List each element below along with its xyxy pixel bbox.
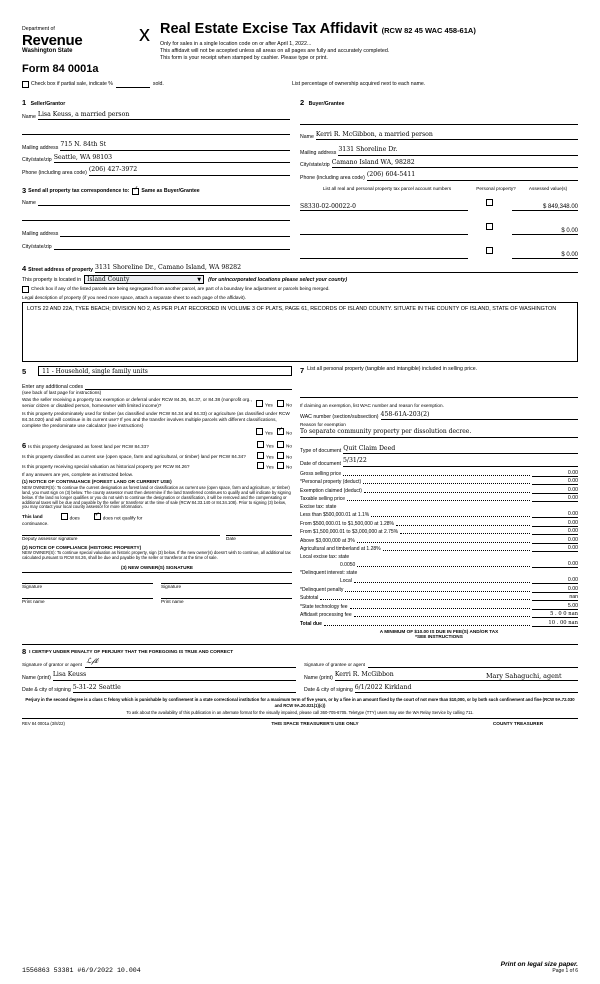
section-1-number: 1 xyxy=(22,97,27,107)
seller-name-input[interactable]: Lisa Keuss, a married person xyxy=(38,111,290,121)
document-type-input[interactable]: Quit Claim Deed xyxy=(343,445,578,455)
calc-row-taxable xyxy=(300,495,578,502)
parcel-input-2[interactable] xyxy=(300,250,468,259)
parcel-input-0[interactable]: S8330-02-00022-0 xyxy=(300,203,468,211)
grantor-sign-block xyxy=(22,657,304,693)
calc-row-delinquent-interest xyxy=(300,570,578,576)
calc-label-delinquent-interest: *Delinquent interest: state xyxy=(300,569,358,576)
current-use-question: Is this property classified as current use (open space, farm and agricultural, or timber) land per RCW 84.34? xyxy=(22,454,246,460)
calc-amount-total: 10 . 00 nan xyxy=(532,620,578,627)
buyer-name-extra-line[interactable] xyxy=(300,116,578,125)
title-text: Real Estate Excise Tax Affidavit xyxy=(160,21,378,37)
buyer-city-input[interactable]: Camano Island WA, 98282 xyxy=(332,159,578,169)
buyer-city-label: City/state/zip xyxy=(300,162,330,168)
minimum-due-note: A MINIMUM OF $10.00 IS DUE IN FEE(S) AND/OR TAX xyxy=(379,628,499,634)
see-back-note: (see back of last page for instructions) xyxy=(22,389,102,395)
agency-block xyxy=(22,22,150,75)
document-type-label: Type of document xyxy=(300,448,342,455)
county-select[interactable] xyxy=(84,275,204,284)
perjury-note: Perjury in the second degree is a class C felony which is punishable by confinement in a state correctional institution for a maximum term of five years, or by a fine in an amount fixed by the court of not more than $10,000, or by both such confinement and fine (RCW 9A.72.030 and RCW 9A.20.021(1)(c)) xyxy=(25,697,575,708)
seller-name-label: Name xyxy=(22,114,36,120)
buyer-mailing-input[interactable]: 3131 Shoreline Dr. xyxy=(338,146,578,156)
notice-compliance-title: (2) NOTICE OF COMPLIANCE (HISTORIC PROPERTY) xyxy=(22,544,142,550)
treasurer-use-label: THIS SPACE TREASURER'S USE ONLY xyxy=(271,721,359,727)
grantee-printname-input[interactable]: Kerri R. McGibbon xyxy=(335,671,484,681)
table-row xyxy=(300,241,578,259)
calc-amount-bracket-3: 0.00 xyxy=(532,528,578,535)
assessed-value-0: $ 849,348.00 xyxy=(512,204,578,211)
see-instructions-note: *SEE INSTRUCTIONS xyxy=(415,634,463,640)
timber-no-label: No xyxy=(286,430,292,436)
calc-label-bracket-1: Less than $500,000.01 at 1.1% xyxy=(300,512,370,519)
calc-row-delinquent-penalty xyxy=(300,586,578,593)
grantor-printname-input[interactable]: Lisa Keuss xyxy=(53,671,296,681)
section-7-heading: List all personal property (tangible and intangible) included in selling price. xyxy=(307,366,478,373)
calc-row-local-excise xyxy=(300,554,578,560)
partial-sale-row xyxy=(22,81,578,88)
grantor-date-input[interactable]: 5-31-22 Seattle xyxy=(73,684,296,694)
forest-yes-checkbox[interactable] xyxy=(257,441,264,448)
calc-row-gross xyxy=(300,470,578,477)
revenue-logo-icon: x xyxy=(139,21,150,46)
calc-label-subtotal: Subtotal xyxy=(300,595,319,602)
calc-row-bracket-3 xyxy=(300,528,578,535)
notice-continuance-body: NEW OWNER(S): To continue the current designation as forest land or classification as current use (open space, farm and agriculture, or timber) land, you must sign on (3) below. The county assessor must then determine if the land transferred continues to qualify and will indicate by signing below. If the land no longer qualifies or you do not wish to continue the designation or classification, it will be removed and the compensating or additional taxes will be due and payable by the seller or transferor at the time of sale (RCW 84.33.140 or 84.34.108). Prior to signing (3) below, you may contact your local county assessor for more information. xyxy=(22,485,291,510)
calc-amount-processing-fee: 5 . 0 0 nan xyxy=(532,611,578,618)
if-yes-note: If any answers are yes, complete as instructed below. xyxy=(22,471,133,477)
forest-yes-label: Yes xyxy=(266,443,274,449)
calc-row-subtotal xyxy=(300,594,578,601)
signature-label-2: Signature xyxy=(161,583,182,589)
assessed-value-1: $ 0.00 xyxy=(512,228,578,235)
section-5 xyxy=(22,366,300,640)
seller-exemption-no-checkbox[interactable] xyxy=(277,400,284,407)
section-3-left xyxy=(22,186,300,259)
calc-row-personal xyxy=(300,478,578,485)
seller-phone-label: Phone (including area code) xyxy=(22,169,87,176)
corr-name-extra-line[interactable] xyxy=(22,212,290,221)
timber-yes-checkbox[interactable] xyxy=(256,428,263,435)
land-does-label: does xyxy=(69,515,80,521)
land-does-not-label: does not qualify for xyxy=(102,515,143,521)
page-number: Page 1 of 6 xyxy=(552,968,578,974)
section-4-number: 4 xyxy=(22,264,27,274)
reason-exemption-input[interactable]: To separate community property per dissolution decree. xyxy=(300,428,578,438)
state-line: Washington State xyxy=(22,47,73,54)
department-line: Department of xyxy=(22,26,55,32)
buyer-phone-input[interactable]: (206) 604-5411 xyxy=(367,171,578,181)
corr-city-label: City/state/zip xyxy=(22,244,52,250)
calc-amount-personal: 0.00 xyxy=(532,478,578,485)
historic-yes-label: Yes xyxy=(266,464,274,470)
segregated-checkbox[interactable] xyxy=(22,286,29,293)
calc-row-processing-fee xyxy=(300,611,578,618)
document-date-label: Date of document xyxy=(300,460,341,467)
grantee-signature-label: Signature of grantee or agent xyxy=(304,662,365,668)
wac-number-input[interactable]: 458-61A-203(2) xyxy=(381,411,578,421)
parties-row xyxy=(22,92,578,181)
section-4-heading: Street address of property xyxy=(28,267,94,274)
calc-label-processing-fee: Affidavit processing fee xyxy=(300,612,352,619)
calc-amount-bracket-1: 0.00 xyxy=(532,511,578,518)
calc-label-ag-timber: Agricultural and timberland at 1.28% xyxy=(300,546,381,553)
calc-row-local xyxy=(300,577,578,584)
section-7 xyxy=(300,366,578,640)
table-row xyxy=(300,193,578,211)
section-8-number: 8 xyxy=(22,647,27,657)
calc-amount-exemption: 0.00 xyxy=(532,487,578,494)
seller-name-extra-line[interactable] xyxy=(22,126,290,135)
additional-codes-input[interactable] xyxy=(85,380,292,390)
seller-city-label: City/state/zip xyxy=(22,157,52,163)
calc-amount-subtotal: nan xyxy=(532,594,578,601)
section-8 xyxy=(22,644,578,693)
reason-exemption-label: Reason for exemption xyxy=(300,422,346,428)
deputy-date-label: Date xyxy=(226,536,236,542)
page-footer xyxy=(22,961,578,974)
barcode-text: 1556863 53381 #6/9/2022 10.004 xyxy=(22,967,141,974)
notice-compliance-body: NEW OWNER(S): To continue special valuation as historic property, sign (3) below. If the new owner(s) doesn't wish to continue, all additional tax calculated pursuant to RCW 84.26, shall be due and payable by the seller or transferor at the time of sale. xyxy=(22,550,291,561)
form-number: Form 84 0001a xyxy=(22,62,99,75)
buyer-name-input[interactable]: Kerri R. McGibbon, a married person xyxy=(316,131,578,141)
same-as-buyer-checkbox[interactable] xyxy=(132,188,139,195)
wac-number-label: WAC number (section/subsection) xyxy=(300,414,379,421)
seller-exemption-question: Was the seller receiving a property tax exemption or deferral under RCW 84.36, 84.37, or 84.38 (nonprofit org., senior citizen or disabled person, homeowner with limited income)? xyxy=(22,397,252,408)
assessed-value-2: $ 0.00 xyxy=(512,252,578,259)
additional-codes-label: Enter any additional codes xyxy=(22,383,84,390)
printname-label-1: Print name xyxy=(22,599,45,605)
buyer-mailing-label: Mailing address xyxy=(300,149,337,156)
calc-row-excise-state xyxy=(300,504,578,510)
calc-amount-gross: 0.00 xyxy=(532,470,578,477)
seller-mailing-input[interactable]: 715 N. 84th St xyxy=(60,141,290,151)
calc-amount-bracket-2: 0.00 xyxy=(532,520,578,527)
timber-no-checkbox[interactable] xyxy=(277,428,284,435)
section-8-heading: I CERTIFY UNDER PENALTY OF PERJURY THAT THE FOREGOING IS TRUE AND CORRECT xyxy=(29,648,234,654)
land-does-checkbox[interactable] xyxy=(61,513,68,520)
section-2-heading: Buyer/Grantee xyxy=(308,100,345,107)
section-1-seller xyxy=(22,92,300,181)
corr-name-label: Name xyxy=(22,200,36,206)
current-use-no-label: No xyxy=(286,454,292,460)
seller-city-input[interactable]: Seattle, WA 98103 xyxy=(54,154,290,164)
title-block xyxy=(150,22,578,62)
calc-row-tech-fee xyxy=(300,603,578,610)
buyer-phone-label: Phone (including area code) xyxy=(300,174,365,181)
sections-5-7-row xyxy=(22,366,578,640)
this-land-label: This land xyxy=(22,514,43,520)
personal-property-col-header: Personal property? xyxy=(476,185,516,191)
section-5-number: 5 xyxy=(22,366,27,376)
signature-label-1: Signature xyxy=(22,583,43,589)
property-address-input[interactable]: 3131 Shoreline Dr., Camano Island, WA 98282 xyxy=(95,264,578,274)
parcel-rows xyxy=(300,193,578,259)
legal-paper-note: Print on legal size paper. xyxy=(500,961,578,968)
calc-amount-local: 0.00 xyxy=(532,577,578,584)
calc-label-taxable: Taxable selling price xyxy=(300,496,346,503)
grantee-printname-label: Name (print) xyxy=(304,674,333,681)
seller-phone-input[interactable]: (206) 427-3972 xyxy=(89,166,290,176)
historic-no-checkbox[interactable] xyxy=(277,462,284,469)
revenue-wordmark: Revenue xyxy=(22,31,83,49)
legal-description-label: Legal description of property (if you need more space, attach a separate sheet to each page of the affidavit). xyxy=(22,295,247,301)
affidavit-sheet xyxy=(22,22,578,727)
calc-label-personal: *Personal property (deduct) xyxy=(300,479,362,486)
ownership-note: List percentage of ownership acquired next to each name. xyxy=(292,81,426,87)
subtitle-1: Only for sales in a single location code on or after April 1, 2022... xyxy=(160,41,312,47)
corr-name-input[interactable] xyxy=(38,197,290,207)
segregated-label: Check box if any of the listed parcels are being segregated from another parcel, are part of a boundary line adjustment or parcels being merged. xyxy=(31,286,330,292)
personal-property-checkbox-0[interactable] xyxy=(486,199,493,206)
assessed-col-header: Assessed value(s) xyxy=(528,185,568,191)
parcel-table-wrap xyxy=(300,186,578,259)
forest-land-question: Is this property designated as forest land per RCW 84.33? xyxy=(28,443,149,449)
current-use-yes-checkbox[interactable] xyxy=(257,452,264,459)
new-owner-signature-title: (3) NEW OWNER(S) SIGNATURE xyxy=(22,565,292,573)
table-row xyxy=(300,217,578,235)
seller-exemption-yes-checkbox[interactable] xyxy=(256,400,263,407)
partial-sale-percent-input[interactable] xyxy=(116,87,150,88)
revision-number: REV 84 0001a (3/8/22) xyxy=(22,721,65,727)
calc-label-bracket-4: Above $3,000,000 at 3% xyxy=(300,537,355,544)
corr-mailing-input[interactable] xyxy=(60,227,290,237)
tax-calculation-block xyxy=(300,470,578,627)
continuance-label: continuance. xyxy=(22,521,49,527)
calc-amount-rate: 0.00 xyxy=(532,561,578,568)
availability-note: To ask about the availability of this publication in an alternate format for the visually impaired, please call 360-705-6705. Teletype (TTY) users may use the WA Relay Service by calling 711. xyxy=(126,710,474,716)
page-title xyxy=(160,22,578,38)
timber-yes-label: Yes xyxy=(265,430,273,436)
calc-label-exemption: Exemption claimed (deduct) xyxy=(300,487,362,494)
section-4 xyxy=(22,264,578,362)
form-header xyxy=(22,22,578,75)
grantee-date-input[interactable]: 6/1/2022 Kirkland xyxy=(355,684,578,694)
section-3-heading: Send all property tax correspondence to: xyxy=(28,188,130,194)
section-2-number: 2 xyxy=(300,97,305,107)
partial-sale-label: Check box if partial sale, indicate % xyxy=(31,81,113,87)
personal-property-checkbox-2[interactable] xyxy=(486,247,493,254)
calc-label-total: Total due xyxy=(300,620,322,627)
printname-label-2: Print name xyxy=(161,599,184,605)
subtitle-2: This affidavit will not be accepted unless all areas on all pages are fully and accurately completed. xyxy=(160,48,390,55)
document-date-input[interactable]: 5/31/22 xyxy=(343,457,578,467)
calc-amount-ag-timber: 0.00 xyxy=(532,545,578,552)
section-1-heading: Seller/Grantor xyxy=(30,100,66,107)
seller-mailing-label: Mailing address xyxy=(22,144,59,151)
calc-label-bracket-2: From $500,000.01 to $1,500,000 at 1.28% xyxy=(300,520,394,527)
grantor-signature-label: Signature of grantor or agent xyxy=(22,662,82,668)
calc-row-exemption xyxy=(300,487,578,494)
same-as-buyer-label: Same as Buyer/Grantee xyxy=(141,188,200,194)
section-6-number: 6 xyxy=(22,440,27,450)
calc-row-bracket-1 xyxy=(300,511,578,518)
calc-amount-tech-fee: 5.00 xyxy=(532,603,578,610)
forest-no-label: No xyxy=(286,443,292,449)
calc-label-rate: 0.0050 xyxy=(340,562,356,569)
timber-ag-question: Is this property predominately used for timber (as classified under RCW 84.34 and 84.33) or agriculture (as classified under RCW 84.34.020) and will continue in its current use? If yes and the transfer involves multiple parcels with different classifications, complete the predominate use calculator (see instructions) xyxy=(22,411,290,428)
section-3 xyxy=(22,186,578,259)
grantor-signature-field[interactable]: ℒ𝒻𝓀 xyxy=(85,657,296,668)
calc-amount-bracket-4: 0.00 xyxy=(532,537,578,544)
title-rcw: (RCW 82 45 WAC 458-61A) xyxy=(381,26,476,35)
buyer-name-label: Name xyxy=(300,134,314,140)
grantee-sign-block xyxy=(304,657,578,693)
calc-label-tech-fee: *State technology fee xyxy=(300,603,348,610)
calc-amount-taxable: 0.00 xyxy=(532,495,578,502)
historic-no-label: No xyxy=(286,464,292,470)
corr-city-input[interactable] xyxy=(54,241,290,251)
grantor-printname-label: Name (print) xyxy=(22,674,51,681)
exemption-note: If claiming an exemption, list WAC number and reason for exemption. xyxy=(300,403,444,409)
calc-label-gross: Gross selling price xyxy=(300,470,342,477)
county-treasurer-label: COUNTY TREASURER xyxy=(492,721,544,727)
partial-sale-checkbox[interactable] xyxy=(22,81,29,88)
parcel-col-header: List all real and personal property tax parcel account numbers xyxy=(322,185,452,191)
grantee-agent-signature[interactable]: Mary Sahaguchi, agent xyxy=(484,672,578,681)
located-in-label: This property is located in xyxy=(22,276,82,283)
calc-row-bracket-4 xyxy=(300,537,578,544)
calc-row-total xyxy=(300,620,578,627)
corr-mailing-label: Mailing address xyxy=(22,230,59,237)
grantee-date-label: Date & city of signing xyxy=(304,687,353,694)
land-does-not-checkbox[interactable] xyxy=(94,513,101,520)
personal-property-checkbox-1[interactable] xyxy=(486,223,493,230)
calc-amount-delinquent-penalty: 0.00 xyxy=(532,586,578,593)
subtitle-3: This form is your receipt when stamped by cashier. Please type or print. xyxy=(160,55,328,62)
calc-label-delinquent-penalty: *Delinquent penalty xyxy=(300,586,344,593)
calc-row-rate xyxy=(300,561,578,568)
land-use-code-input[interactable]: 11 - Household, single family units xyxy=(38,366,292,376)
section-2-buyer xyxy=(300,92,578,181)
section-3-number: 3 xyxy=(22,185,27,195)
personal-property-list-input[interactable] xyxy=(300,375,578,398)
forest-no-checkbox[interactable] xyxy=(277,441,284,448)
current-use-no-checkbox[interactable] xyxy=(277,452,284,459)
calc-label-excise-state: Excise tax: state xyxy=(300,503,337,510)
calc-label-bracket-3: From $1,500,000.01 to $3,000,000 at 2.75% xyxy=(300,529,399,536)
county-note: (for unincorporated locations please select your county) xyxy=(208,276,348,283)
historic-question: Is this property receiving special valuation as historical property per RCW 84.26? xyxy=(22,464,190,470)
county-select-value: Island County xyxy=(87,276,130,284)
deputy-assessor-label: Deputy assessor signature xyxy=(22,536,78,542)
chevron-down-icon: ▼ xyxy=(197,276,202,283)
calc-row-ag-timber xyxy=(300,545,578,552)
parcel-input-1[interactable] xyxy=(300,226,468,235)
section-6 xyxy=(22,441,292,605)
notice-continuance-title: (1) NOTICE OF CONTINUANCE (FOREST LAND OR CURRENT USE) xyxy=(22,479,172,485)
calc-row-bracket-2 xyxy=(300,520,578,527)
calc-label-local-excise: Local excise tax: state xyxy=(300,553,350,560)
calc-label-local: Local xyxy=(340,578,352,585)
legal-description-input[interactable]: LOTS 22 AND 22A, TYEE BEACH; DIVISION NO 2, AS PER PLAT RECORDED IN VOLUME 3 OF PLATS, PAGE 61, RECORDS OF ISLAND COUNTY. SITUATE IN THE COUNTY OF ISLAND, STATE OF WASHINGTON xyxy=(22,302,578,362)
seller-exemption-no-label: No xyxy=(286,402,292,408)
historic-yes-checkbox[interactable] xyxy=(257,462,264,469)
grantor-date-label: Date & city of signing xyxy=(22,687,71,694)
seller-exemption-yes-label: Yes xyxy=(265,402,273,408)
section-7-number: 7 xyxy=(300,366,305,376)
partial-sale-sold-label: sold. xyxy=(152,81,164,87)
current-use-yes-label: Yes xyxy=(266,454,274,460)
